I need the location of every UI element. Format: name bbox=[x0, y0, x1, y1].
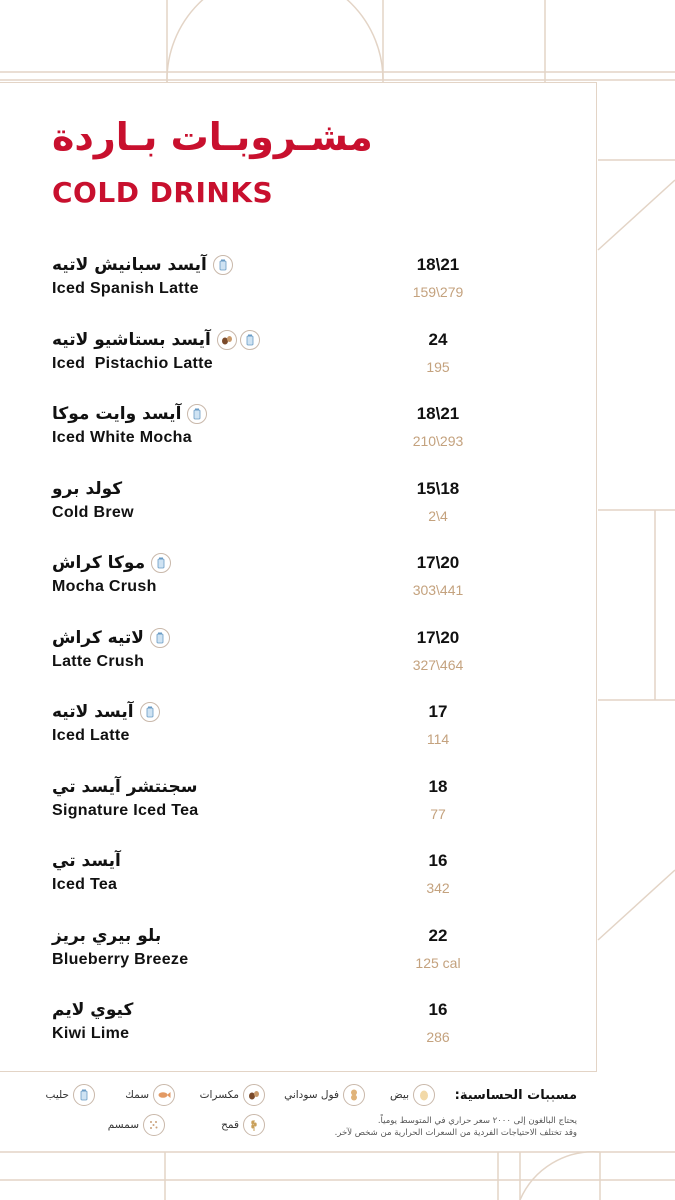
allergen-legend-label: حليب bbox=[45, 1089, 69, 1101]
menu-item-price: 18 bbox=[428, 777, 448, 796]
menu-item-calories: 195 bbox=[426, 359, 450, 375]
menu-item-price: 16 bbox=[428, 851, 448, 870]
menu-item-price: 24 bbox=[428, 330, 448, 349]
allergen-icons bbox=[213, 255, 233, 275]
allergen-legend-label: مكسرات bbox=[199, 1089, 239, 1101]
allergen-legend-label: بيض bbox=[390, 1089, 409, 1101]
menu-item-calories: 77 bbox=[430, 806, 446, 822]
fish-icon bbox=[153, 1084, 175, 1106]
menu-item-arabic-row bbox=[52, 401, 207, 427]
menu-item-name-english: Kiwi Lime bbox=[52, 1025, 130, 1042]
menu-item-price: 18\21 bbox=[416, 255, 460, 274]
menu-item-arabic-row bbox=[52, 699, 160, 725]
menu-item-name-english: Latte Crush bbox=[52, 653, 145, 670]
allergen-legend-label: قمح bbox=[221, 1119, 239, 1131]
allergen-legend-label: سمسم bbox=[107, 1119, 139, 1131]
allergen-legend-item bbox=[108, 1114, 165, 1136]
allergen-icons bbox=[151, 553, 171, 573]
menu-item-arabic-row bbox=[52, 923, 161, 949]
menu-item-calories: 210\293 bbox=[412, 433, 464, 449]
menu-item-name-arabic: آيسد سبانيش لاتيه bbox=[52, 255, 207, 275]
menu-item-calories: 125 cal bbox=[415, 955, 461, 971]
page-title-arabic: مشـروبـات بـاردة bbox=[52, 115, 373, 159]
menu-item-name-arabic: كيوي لايم bbox=[52, 1000, 134, 1020]
milk-icon bbox=[213, 255, 233, 275]
menu-item-price: 22 bbox=[428, 926, 448, 945]
wheat-icon bbox=[243, 1114, 265, 1136]
menu-item-name-english: Iced White Mocha bbox=[52, 429, 192, 446]
menu-item-name-english: Iced Latte bbox=[52, 727, 130, 744]
allergen-icons bbox=[217, 330, 260, 350]
menu-item-price: 15\18 bbox=[416, 479, 460, 498]
menu-item-arabic-row bbox=[52, 550, 171, 576]
menu-item-name-arabic: آيسد تي bbox=[52, 851, 121, 871]
allergen-icons bbox=[150, 628, 170, 648]
menu-item-name-arabic: آيسد وايت موكا bbox=[52, 404, 182, 424]
milk-icon bbox=[240, 330, 260, 350]
menu-item-price: 17\20 bbox=[416, 553, 460, 572]
menu-item-name-arabic: آيسد لاتيه bbox=[52, 702, 134, 722]
allergen-legend-item bbox=[390, 1084, 435, 1106]
menu-item-price: 16 bbox=[428, 1000, 448, 1019]
menu-item-name-arabic: بلو بيري بريز bbox=[52, 926, 162, 946]
menu-item-name-english: Iced Tea bbox=[52, 876, 118, 893]
menu-item-calories: 2\4 bbox=[428, 508, 448, 524]
allergen-icons bbox=[187, 404, 207, 424]
menu-item-arabic-row bbox=[52, 848, 121, 874]
menu-item-name-arabic: كولد برو bbox=[52, 479, 123, 499]
menu-item-calories: 327\464 bbox=[412, 657, 464, 673]
menu-item-arabic-row bbox=[52, 327, 260, 353]
menu-item-price: 17 bbox=[428, 702, 448, 721]
menu-item-name-english: Blueberry Breeze bbox=[52, 951, 189, 968]
menu-item-name-arabic: سجنتشر آيسد تي bbox=[52, 777, 198, 797]
menu-item-calories: 342 bbox=[426, 880, 450, 896]
calorie-note-2: وقد تختلف الاحتياجات الفردية من السعرات الحرارية من شخص لآخر. bbox=[334, 1128, 577, 1138]
allergen-title: مسببات الحساسية: bbox=[454, 1088, 577, 1103]
menu-item-price: 18\21 bbox=[416, 404, 460, 423]
allergen-footer bbox=[0, 1072, 675, 1152]
allergen-legend-item bbox=[200, 1084, 265, 1106]
menu-item-name-english: Iced Spanish Latte bbox=[52, 280, 199, 297]
nuts-icon bbox=[243, 1084, 265, 1106]
menu-item-name-english: Iced Pistachio Latte bbox=[52, 355, 214, 372]
menu-item-arabic-row bbox=[52, 476, 122, 502]
menu-item-name-arabic: آيسد بستاشيو لاتيه bbox=[52, 330, 211, 350]
sesame-icon bbox=[143, 1114, 165, 1136]
menu-item-name-english: Mocha Crush bbox=[52, 578, 157, 595]
allergen-legend-label: سمك bbox=[125, 1089, 149, 1101]
menu-item-name-english: Cold Brew bbox=[52, 504, 134, 521]
menu-item-arabic-row bbox=[52, 997, 133, 1023]
allergen-legend-item bbox=[284, 1084, 365, 1106]
allergen-icons bbox=[140, 702, 160, 722]
menu-item-arabic-row bbox=[52, 774, 197, 800]
egg-icon bbox=[413, 1084, 435, 1106]
allergen-legend-item bbox=[46, 1084, 95, 1106]
menu-item-arabic-row bbox=[52, 252, 233, 278]
menu-item-price: 17\20 bbox=[416, 628, 460, 647]
menu-item-arabic-row bbox=[52, 625, 170, 651]
peanut-icon bbox=[343, 1084, 365, 1106]
menu-item-name-arabic: موكا كراش bbox=[52, 553, 146, 573]
milk-icon bbox=[187, 404, 207, 424]
allergen-legend-item bbox=[125, 1084, 175, 1106]
allergen-legend-item bbox=[221, 1114, 265, 1136]
menu-item-calories: 114 bbox=[426, 731, 450, 747]
milk-icon bbox=[151, 553, 171, 573]
milk-icon bbox=[150, 628, 170, 648]
page-title-english: COLD DRINKS bbox=[52, 176, 274, 209]
milk-icon bbox=[140, 702, 160, 722]
allergen-legend-label: فول سوداني bbox=[284, 1089, 339, 1101]
nuts-icon bbox=[217, 330, 237, 350]
milk-icon bbox=[73, 1084, 95, 1106]
menu-item-calories: 303\441 bbox=[412, 582, 464, 598]
menu-item-calories: 159\279 bbox=[412, 284, 464, 300]
calorie-note-1: يحتاج البالغون إلى ٢٠٠٠ سعر حراري في المتوسط يومياً. bbox=[377, 1116, 577, 1126]
menu-item-name-arabic: لاتيه كراش bbox=[52, 628, 144, 648]
menu-item-name-english: Signature Iced Tea bbox=[52, 802, 199, 819]
menu-item-calories: 286 bbox=[426, 1029, 450, 1045]
